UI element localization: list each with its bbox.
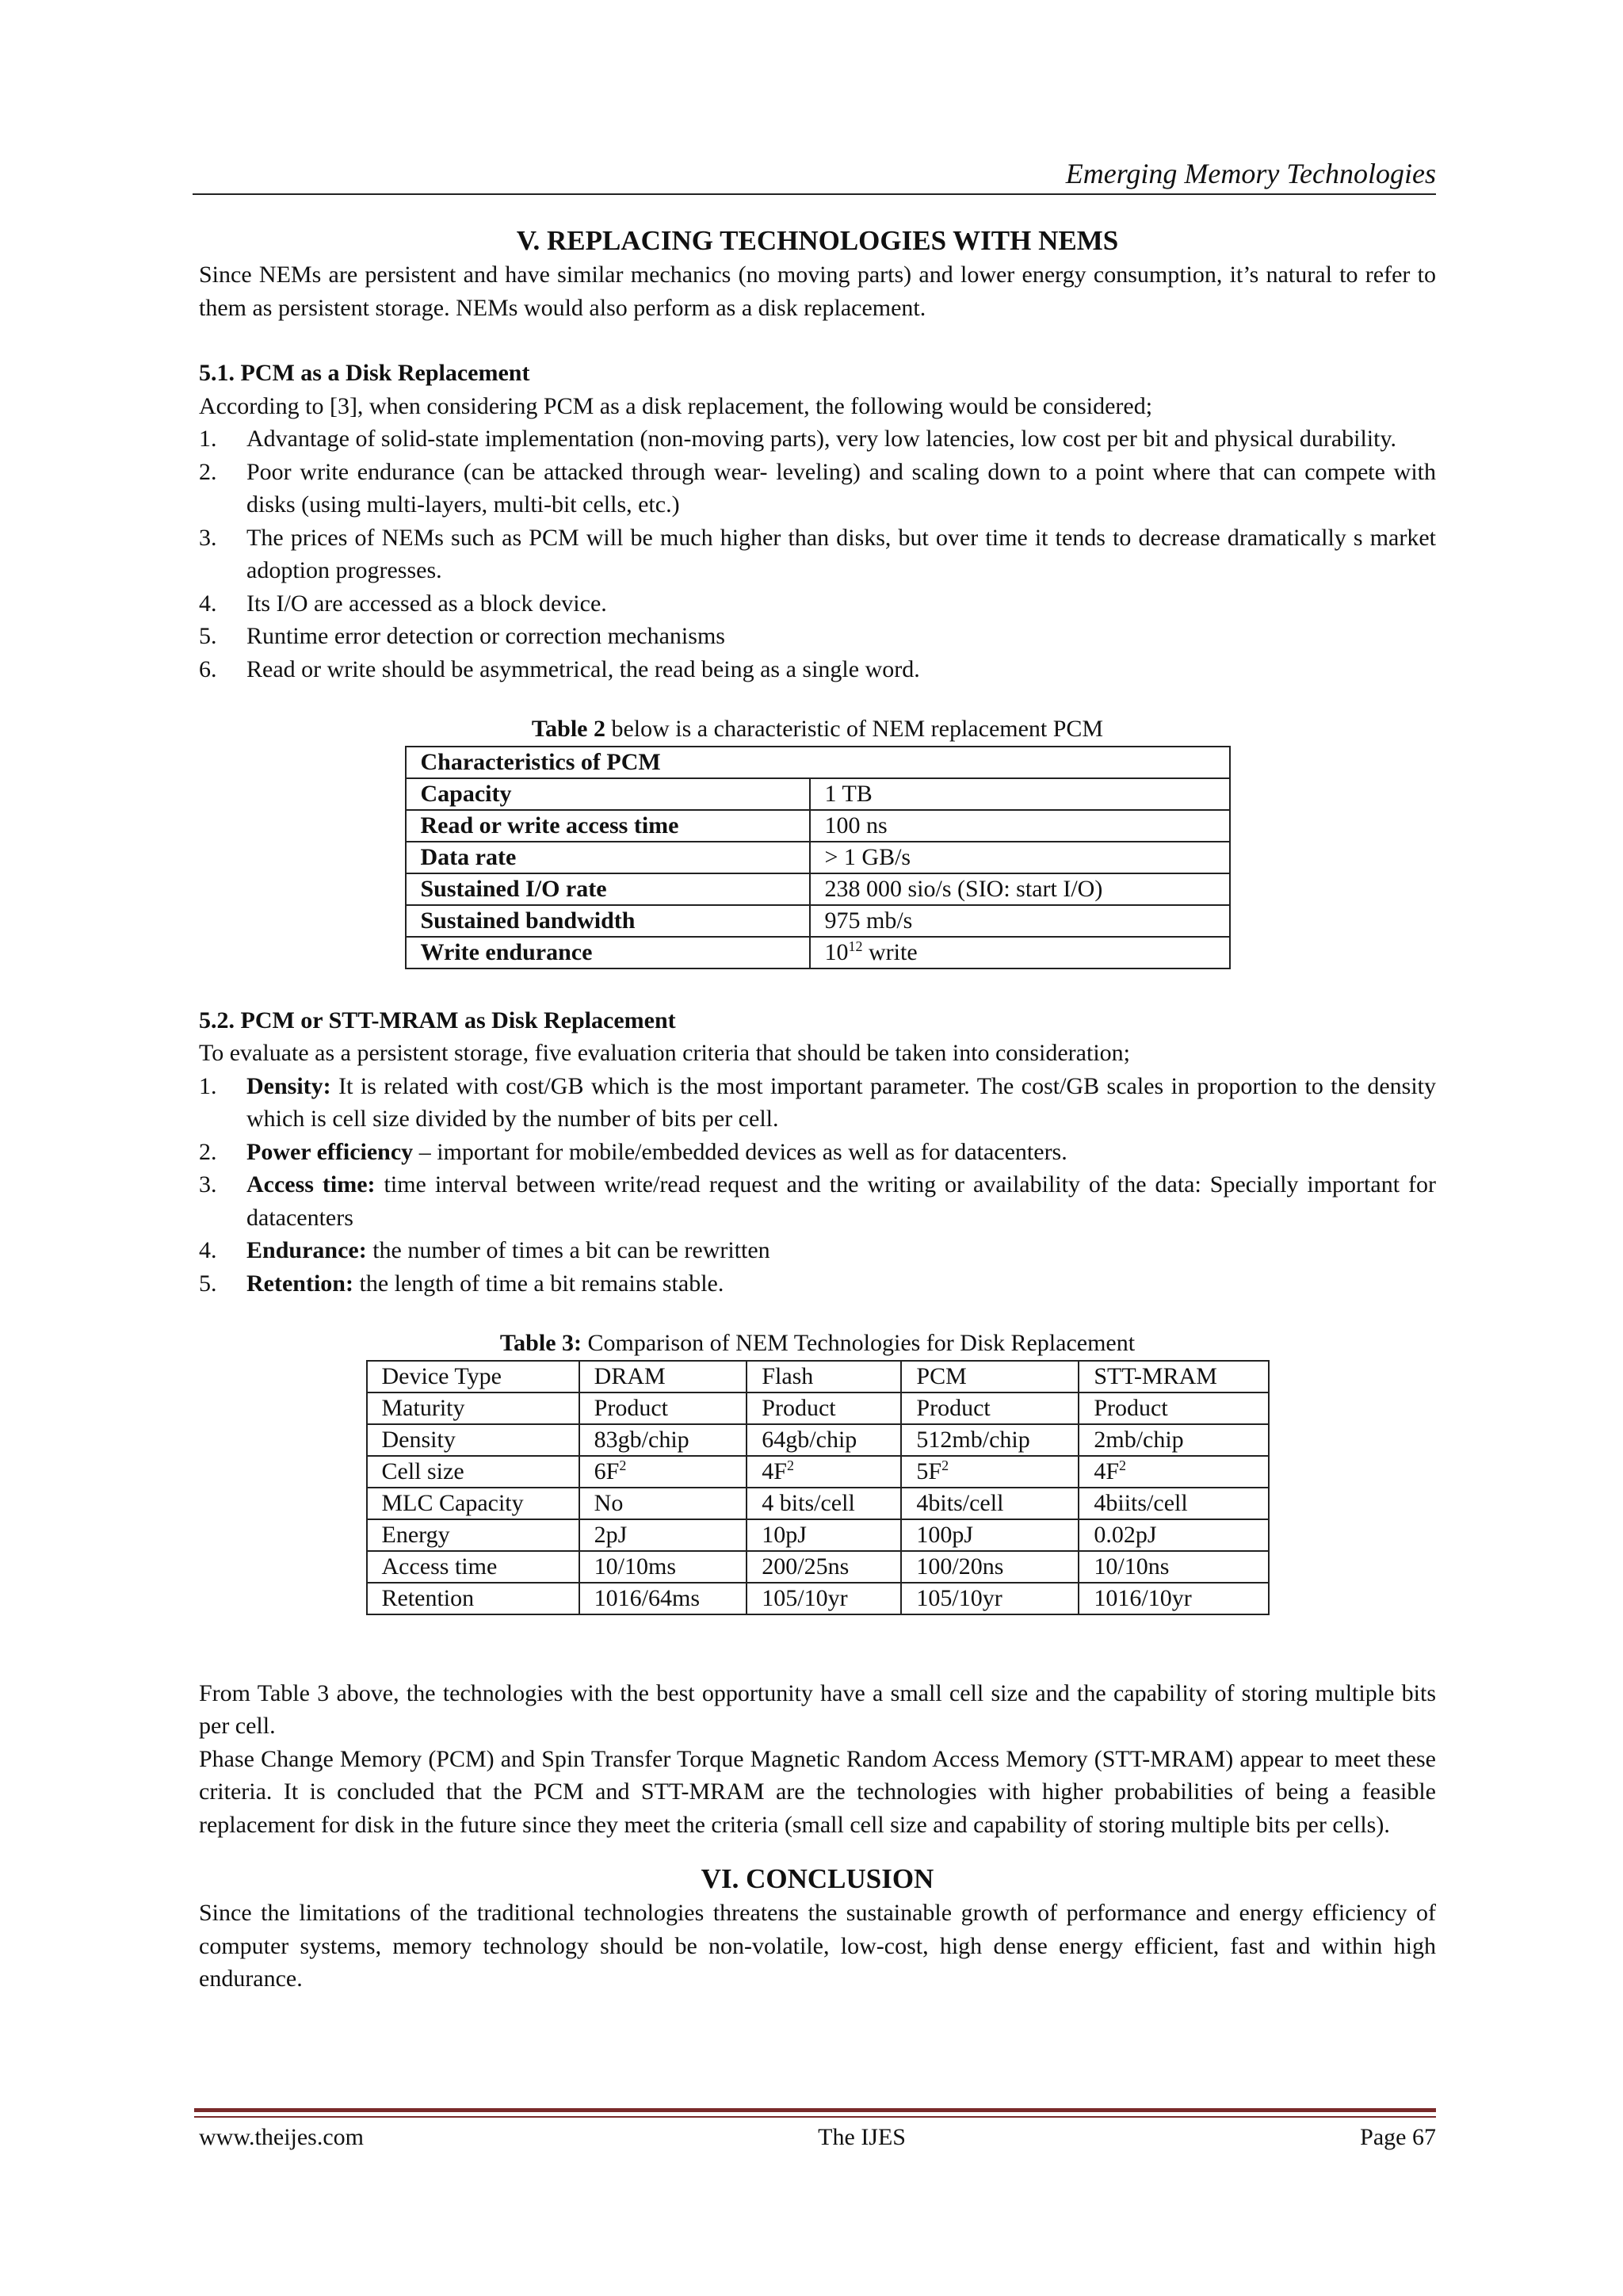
table-3 (366, 1360, 1270, 1615)
table-2 (405, 746, 1231, 969)
table-row: Retention 1016/64ms 105/10yr 105/10yr 1016/10yr (367, 1583, 1269, 1614)
evaluation-criteria-list (199, 1070, 1436, 1301)
subsection-5-2-lead: To evaluate as a persistent storage, five evaluation criteria that should be taken into consideration; (199, 1040, 1130, 1066)
table-3-caption: Table 3: Comparison of NEM Technologies for Disk Replacement (499, 1330, 1136, 1356)
list-item: 5. Retention: the length of time a bit remains stable. (199, 1270, 724, 1297)
page-number: Page 67 (1360, 2124, 1436, 2150)
subsection-5-1-lead: According to [3], when considering PCM as a disk replacement, the following would be considered; (199, 392, 1153, 419)
table-row: Maturity Product Product Product Product (367, 1392, 1269, 1424)
list-item: 2. Poor write endurance (can be attacked through wear- leveling) and scaling down to a point where that can compete with disks (using multi-layers, multi-bit cells, etc.) (199, 458, 1436, 518)
footer-journal: The IJES (818, 2124, 906, 2150)
section-5-intro: Since NEMs are persistent and have similar mechanics (no moving parts) and lower energy consumption, it’s natural to refer to them as persistent storage. NEMs would also perform as a disk replacement. (199, 262, 1436, 321)
list-item: 3. The prices of NEMs such as PCM will be much higher than disks, but over time it tends to decrease dramatically s market adoption progresses. (199, 524, 1436, 583)
table-row: Capacity 1 TB (406, 778, 1230, 810)
list-item: 4. Its I/O are accessed as a block device. (199, 590, 607, 617)
list-item: 6. Read or write should be asymmetrical, the read being as a single word. (199, 655, 920, 682)
table-header-row: Device Type DRAM Flash PCM STT-MRAM (367, 1361, 1269, 1392)
list-item: 1. Density: It is related with cost/GB which is the most important parameter. The cost/GB scales in proportion to the density which is cell size divided by the number of bits per cell. (199, 1072, 1436, 1132)
subsection-5-2-heading: 5.2. PCM or STT-MRAM as Disk Replacement (199, 1007, 676, 1033)
footer-rule (194, 2116, 1436, 2118)
table-row: Data rate > 1 GB/s (406, 842, 1230, 873)
list-item: 1. Advantage of solid-state implementation (non-moving parts), very low latencies, low cost per bit and physical durability. (199, 426, 1397, 452)
pcm-considerations-list (199, 422, 1436, 686)
paragraph: From Table 3 above, the technologies with the best opportunity have a small cell size and the capability of storing multiple bits per cell. (199, 1679, 1436, 1739)
header-rule (193, 193, 1436, 195)
subsection-5-1-heading: 5.1. PCM as a Disk Replacement (199, 360, 530, 386)
section-6-heading: VI. CONCLUSION (701, 1863, 934, 1894)
footer (199, 2124, 1436, 2151)
table-row: Write endurance $10^{12}$ write (406, 937, 1230, 968)
table-row: Access time 10/10ms 200/25ns 100/20ns 10/10ns (367, 1551, 1269, 1583)
table-row: Sustained bandwidth 975 mb/s (406, 905, 1230, 937)
running-header: Emerging Memory Technologies (1065, 158, 1436, 189)
table-row: Energy 2pJ 10pJ 100pJ 0.02pJ (367, 1519, 1269, 1551)
section-5-heading: V. REPLACING TECHNOLOGIES WITH NEMS (516, 225, 1119, 256)
paragraph: Phase Change Memory (PCM) and Spin Transfer Torque Magnetic Random Access Memory (STT-MRAM) appear to meet these criteria. It is concluded that the PCM and STT-MRAM are the technologies with higher probabilities of being a feasible replacement for disk in the future since they meet the criteria (small cell size and capability of storing multiple bits per cells). (199, 1745, 1436, 1838)
conclusion-text: Since the limitations of the traditional technologies threatens the sustainable growth of performance and energy efficiency of computer systems, memory technology should be non-volatile, low-cost, high dense energy efficient, fast and within high endurance. (199, 1900, 1436, 1992)
list-item: 5. Runtime error detection or correction mechanisms (199, 623, 725, 649)
list-item: 2. Power efficiency – important for mobile/embedded devices as well as for datacenters. (199, 1138, 1067, 1165)
table-row: Sustained I/O rate 238 000 sio/s (SIO: start I/O) (406, 873, 1230, 905)
table-row: Density 83gb/chip 64gb/chip 512mb/chip 2mb/chip (367, 1424, 1269, 1456)
list-item: 4. Endurance: the number of times a bit can be rewritten (199, 1237, 770, 1263)
footer-rule (194, 2108, 1436, 2112)
table-2-caption: Table 2 below is a characteristic of NEM replacement PCM (531, 716, 1104, 742)
table-row: Read or write access time 100 ns (406, 810, 1230, 842)
table-row: MLC Capacity No 4 bits/cell 4bits/cell 4biits/cell (367, 1488, 1269, 1519)
content (199, 223, 1436, 1996)
footer-website: www.theijes.com (199, 2124, 365, 2150)
list-item: 3. Access time: time interval between write/read request and the writing or availability of the data: Specially important for datacenters (199, 1171, 1436, 1231)
table-row: Characteristics of PCM (406, 747, 1230, 778)
table-row: Cell size $6F^2$ $4F^2$ $5F^2$ $4F^2$ (367, 1456, 1269, 1488)
